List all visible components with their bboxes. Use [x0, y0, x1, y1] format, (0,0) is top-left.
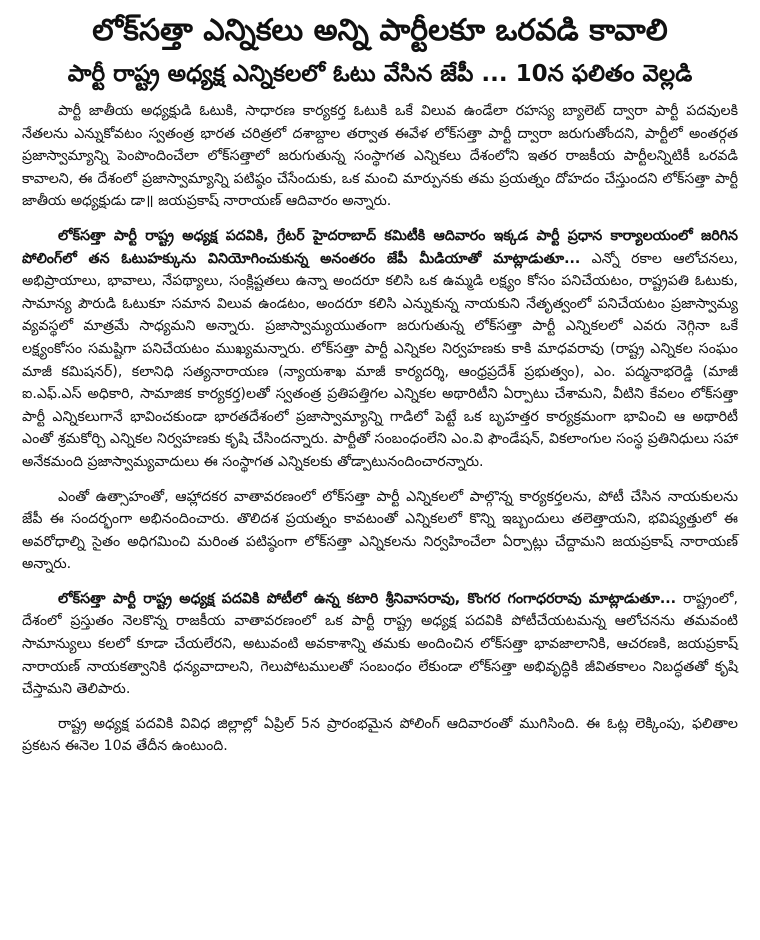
paragraph-4 — [22, 588, 738, 701]
paragraph-2-body: ఎన్నో రకాల ఆలోచనలు, అభిప్రాయాలు, భావాలు, నేపథ్యాలు, సంక్లిష్టతలు ఉన్నా అందరూ కలిసి ఒక ఉమ్మడి లక్ష్యం కోసం పనిచేయటం, రాష్ట్రపతి ఓటుకు, సామాన్య పౌరుడి ఓటుకూ సమాన విలువ ఉండటం, అందరూ కలిసి ఎన్నుకున్న నాయకుని నేతృత్వంలో పనిచేయటం ప్రజాస్వామ్య వ్యవస్థలో మాత్రమే సాధ్యమని అన్నారు. ప్రజాస్వామ్యయుతంగా జరుగుతున్న లోక్‌సత్తా పార్టీ ఎన్నికలలో ఎవరు నెగ్గినా ఒకే లక్ష్యంకోసం సమష్టిగా పనిచేయటం ముఖ్యమన్నారు. లోక్‌సత్తా పార్టీ ఎన్నికల నిర్వహణకు కాకి మాధవరావు (రాష్ట్ర ఎన్నికల సంఘం మాజీ కమిషనర్), కలానిధి సత్యనారాయణ (న్యాయశాఖ మాజీ కార్యదర్శి, ఆంధ్రప్రదేశ్ ప్రభుత్వం), ఎం. పద్మనాభరెడ్డి (మాజీ ఐ.ఎఫ్.ఎస్ అధికారి, సామాజిక కార్యకర్త)లతో స్వతంత్ర ప్రతిపత్తిగల ఎన్నికల అథారిటీని ఏర్పాటు చేశామని, వీటిని కేవలం లోక్‌సత్తా పార్టీ ఎన్నికలుగానే భావించకుండా భారతదేశంలో ప్రజాస్వామ్యాన్ని గాడిలో పెట్టే ఒక బృహత్తర కార్యక్రమంగా భావించి ఆ అథారిటీ ఎంతో శ్రమకోర్చి ఎన్నికల నిర్వహణకు కృషి చేసిందన్నారు. పార్టీతో సంబంధంలేని ఎం.వి ఫౌండేషన్, వికలాంగుల సంస్థ ప్రతినిధులు సహా అనేకమంది ప్రజాస్వామ్యవాదులు ఈ సంస్థాగత ఎన్నికలకు తోడ్పాటునందించారన్నారు. — [22, 250, 738, 470]
paragraph-2-lead: లోక్‌సత్తా పార్టీ రాష్ట్ర అధ్యక్ష పదవికి, గ్రేటర్ హైదరాబాద్ కమిటీకి ఆదివారం ఇక్కడ పార్టీ ప్రధాన కార్యాలయంలో జరిగిన పోలింగ్‌లో తన ఓటుహక్కును వినియోగించుకున్న అనంతరం జేపీ మీడియాతో మాట్లాడుతూ... — [22, 227, 738, 267]
headline: లోక్‌సత్తా ఎన్నికలు అన్ని పార్టీలకూ ఒరవడి కావాలి — [92, 13, 668, 48]
paragraph-2 — [22, 225, 738, 474]
paragraph-4-lead: లోక్‌సత్తా పార్టీ రాష్ట్ర అధ్యక్ష పదవికి పోటీలో ఉన్న కటారి శ్రీనివాసరావు, కొంగర గంగాధరరావు మాట్లాడుతూ... — [58, 590, 677, 607]
paragraph-4-body: రాష్ట్రంలో, దేశంలో ప్రస్తుతం నెలకొన్న రాజకీయ వాతావరణంలో ఒక పార్టీ రాష్ట్ర అధ్యక్ష పదవికి పోటీచేయటమన్న ఆలోచనను తమవంటి సామాన్యులు కలలో కూడా చేయలేరని, అటువంటి అవకాశాన్ని తమకు అందించిన లోక్‌సత్తా భావజాలానికి, ఆచరణకి, జయప్రకాష్ నారాయణ్ నాయకత్వానికి ధన్యవాదాలని, గెలుపోటములతో సంబంధం లేకుండా లోక్‌సత్తా అభివృద్ధికి జీవితకాలం నిబద్ధతతో కృషి చేస్తామని తెలిపారు. — [22, 590, 739, 698]
paragraph-1: పార్టీ జాతీయ అధ్యక్షుడి ఓటుకి, సాధారణ కార్యకర్త ఓటుకి ఒకే విలువ ఉండేలా రహస్య బ్యాలెట్ ద్వారా పార్టీ పదవులకి నేతలను ఎన్నుకోవటం స్వతంత్ర భారత చరిత్రలో దశాబ్దాల తర్వాత ఈవేళ లోక్‌సత్తా పార్టీ ద్వారా జరుగుతోందని, పార్టీలో అంతర్గత ప్రజాస్వామ్యాన్ని పెంపొందించేలా లోక్‌సత్తాలో జరుగుతున్న సంస్థాగత ఎన్నికలు దేశంలోని ఇతర రాజకీయ పార్టీలన్నిటికీ ఒరవడి కావాలని, ఈ దేశంలో ప్రజాస్వామ్యాన్ని పటిష్ఠం చేసేందుకు, ఒక మంచి మార్పునకు తమ ప్రయత్నం దోహదం చేస్తుందని లోక్‌సత్తా పార్టీ జాతీయ అధ్యక్షుడు డా॥ జయప్రకాష్ నారాయణ్ ఆదివారం అన్నారు. — [22, 103, 738, 210]
paragraph-5: రాష్ట్ర అధ్యక్ష పదవికి వివిధ జిల్లాల్లో ఏప్రిల్ 5న ప్రారంభమైన పోలింగ్ ఆదివారంతో ముగిసింది. ఈ ఓట్ల లెక్కింపు, ఫలితాల ప్రకటన ఈనెల 10వ తేదీన ఉంటుంది. — [22, 715, 738, 755]
subheadline: పార్టీ రాష్ట్ర అధ్యక్ష ఎన్నికలలో ఓటు వేసిన జేపీ ... 10న ఫలితం వెల్లడి — [67, 61, 693, 87]
paragraph-3: ఎంతో ఉత్సాహంతో, ఆహ్లాదకర వాతావరణంలో లోక్‌సత్తా పార్టీ ఎన్నికలలో పాల్గొన్న కార్యకర్తలను, పోటీ చేసిన నాయకులను జేపీ ఈ సందర్భంగా అభినందించారు. తొలిదశ ప్రయత్నం కావటంతో ఎన్నికలలో కొన్ని ఇబ్బందులు తలెత్తాయని, భవిష్యత్తులో ఈ అవరోధాల్ని సైతం అధిగమించి మరింత పటిష్ఠంగా లోక్‌సత్తా ఎన్నికలను నిర్వహించేలా ఏర్పాట్లు చేద్దామని జయప్రకాష్ నారాయణ్ అన్నారు. — [22, 488, 738, 573]
